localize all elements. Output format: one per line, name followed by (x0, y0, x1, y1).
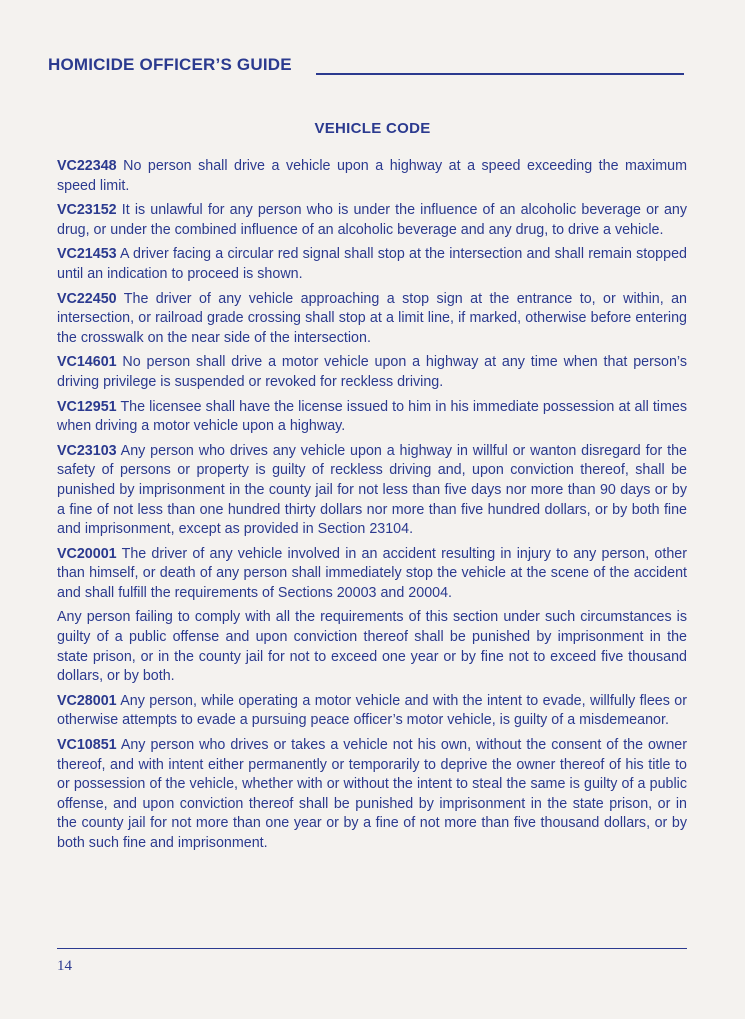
code-paragraph (57, 545, 687, 604)
code-paragraph (57, 608, 687, 686)
section-title: VEHICLE CODE (314, 120, 431, 137)
code-paragraph (57, 442, 687, 540)
code-label: VC12951 (57, 398, 117, 415)
code-text: Any person who drives or takes a vehicle not his own, without the consent of the owner thereof, and with intent either permanently or temporarily to deprive the owner thereof of his title to or possession of the vehicle, whether with or without the intent to steal the same is guilty of a public offense, and upon conviction thereof shall be punished by imprisonment in the state prison, or in the county jail for not more than one year or by a fine of not more than five thousand dollars, or by both such fine and imprisonment. (57, 737, 687, 851)
code-text: Any person, while operating a motor vehicle and with the intent to evade, willfully flees or otherwise attempts to evade a pursuing peace officer’s motor vehicle, is guilty of a misdemeanor. (57, 692, 687, 729)
code-label: VC23152 (57, 202, 117, 219)
code-paragraph (57, 692, 687, 731)
code-label: VC21453 (57, 246, 117, 263)
page-number: 14 (57, 958, 72, 974)
code-label: VC23103 (57, 442, 117, 459)
vehicle-code-list (57, 157, 687, 859)
code-label: VC22348 (57, 158, 117, 174)
code-text: No person shall drive a vehicle upon a highway at a speed exceeding the maximum speed limit. (57, 158, 687, 194)
code-text: It is unlawful for any person who is under the influence of an alcoholic beverage or any drug, or under the combined influence of an alcoholic beverage and any drug, to drive a vehicle. (57, 202, 687, 238)
code-label: VC10851 (57, 737, 117, 754)
code-text: The driver of any vehicle approaching a stop sign at the entrance to, or within, an intersection, or railroad grade crossing shall stop at a limit line, if marked, otherwise before entering the crosswalk on the near side of the intersection. (57, 290, 687, 346)
page-header (48, 55, 684, 79)
code-label: VC22450 (57, 290, 117, 307)
header-rule (316, 73, 684, 75)
code-text: Any person failing to comply with all the requirements of this section under such circumstances is guilty of a public offense and upon conviction thereof shall be punished by imprisonment in the state prison, or in the county jail for not to exceed one year or by fine not to exceed five thousand dollars, or by both. (57, 609, 687, 685)
code-paragraph (57, 398, 687, 437)
code-paragraph (57, 245, 687, 284)
code-label: VC20001 (57, 545, 117, 562)
code-paragraph (57, 353, 687, 392)
code-paragraph (57, 157, 687, 196)
code-paragraph (57, 736, 687, 854)
code-paragraph (57, 290, 687, 349)
code-text: The driver of any vehicle involved in an accident resulting in injury to any person, other than himself, or death of any person shall immediately stop the vehicle at the scene of the accident and shall fulfill the requirements of Sections 20003 and 20004. (57, 545, 687, 601)
code-text: Any person who drives any vehicle upon a highway in willful or wanton disregard for the safety of persons or property is guilty of reckless driving and, upon conviction thereof, shall be punished by imprisonment in the county jail for not less than five days nor more than 90 days or by a fine of not less than one hundred thirty dollars nor more than five hundred dollars, or by both fine and imprisonment, except as provided in Section 23104. (57, 442, 687, 538)
footer-rule (57, 948, 687, 949)
header-title: HOMICIDE OFFICER’S GUIDE (48, 55, 292, 74)
code-text: No person shall drive a motor vehicle upon a highway at any time when that person’s driving privilege is suspended or revoked for reckless driving. (57, 354, 687, 390)
code-paragraph (57, 201, 687, 240)
code-label: VC14601 (57, 354, 117, 371)
code-text: A driver facing a circular red signal shall stop at the intersection and shall remain stopped until an indication to proceed is shown. (57, 246, 687, 282)
code-text: The licensee shall have the license issued to him in his immediate possession at all times when driving a motor vehicle upon a highway. (57, 398, 687, 435)
code-label: VC28001 (57, 692, 117, 709)
